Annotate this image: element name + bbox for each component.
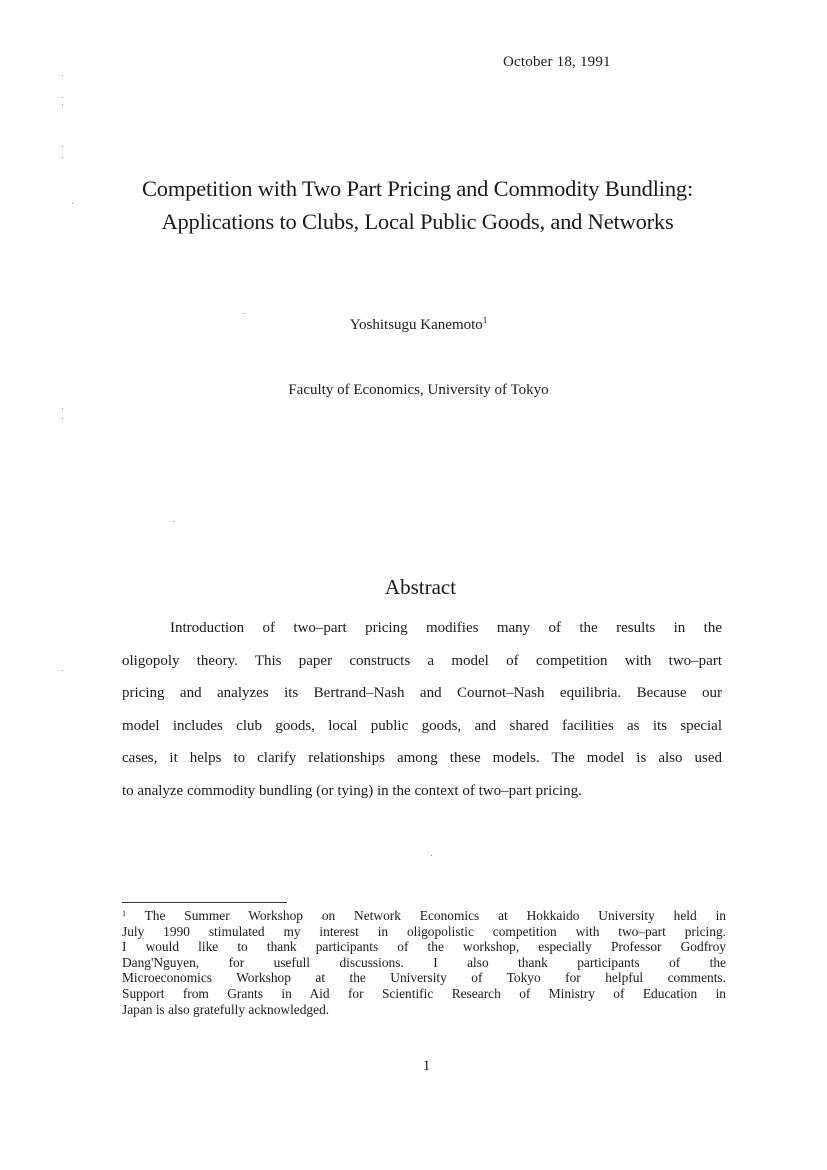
abstract-heading: Abstract	[384, 575, 457, 599]
author-name: Yoshitsugu Kanemoto	[349, 317, 483, 333]
abstract-body	[122, 612, 722, 807]
footnote-line: Dang'Nguyen, for usefull discussions. I also thank participants of the	[122, 954, 726, 970]
scan-speck	[62, 408, 63, 409]
page-number: 1	[422, 1058, 431, 1074]
abstract-line: pricing and analyzes its Bertrand–Nash and Cournot–Nash equilibria. Because our	[122, 685, 722, 701]
author	[0, 315, 827, 334]
scan-speck	[173, 521, 174, 522]
affiliation: Faculty of Economics, University of Tokyo	[288, 382, 549, 398]
footnote-line: $^1$ The Summer Workshop on Network Economics at Hokkaido University held in	[122, 908, 726, 923]
title-line-2: Applications to Clubs, Local Public Goods, and Networks	[161, 209, 674, 234]
scan-speck	[72, 203, 73, 204]
scan-speck	[62, 670, 63, 671]
abstract-line: cases, it helps to clarify relationships among these models. The model is also used	[122, 750, 722, 766]
footnote-line: Microeconomics Workshop at the University of Tokyo for helpful comments.	[122, 970, 726, 986]
scan-speck	[62, 104, 63, 105]
scan-speck	[243, 313, 244, 314]
footnote-mark: 1	[122, 909, 126, 918]
document-date: October 18, 1991	[503, 54, 611, 70]
title-line-1: Competition with Two Part Pricing and Commodity Bundling:	[142, 176, 693, 201]
abstract-line: to analyze commodity bundling (or tying) in the context of two–part pricing.	[122, 782, 582, 799]
scan-speck	[62, 75, 63, 76]
footnote-line: Japan is also gratefully acknowledged.	[122, 1001, 330, 1017]
footnote-rule	[122, 902, 287, 903]
paper-title	[60, 172, 775, 238]
author-footnote-mark: 1	[482, 315, 488, 325]
footnote-line: Support from Grants in Aid for Scientific Research of Ministry of Education in	[122, 985, 726, 1001]
footnote	[122, 906, 726, 1017]
scan-speck	[62, 146, 63, 147]
footnote-line: I would like to thank participants of the workshop, especially Professor Godfroy	[122, 939, 726, 955]
footnote-line: July 1990 stimulated my interest in oligopolistic competition with two–part pricing.	[122, 923, 726, 939]
scan-speck	[62, 97, 63, 98]
scan-speck	[431, 855, 432, 856]
scan-speck	[62, 418, 63, 419]
abstract-line: model includes club goods, local public goods, and shared facilities as its special	[122, 717, 722, 734]
scan-speck	[62, 157, 63, 158]
abstract-line: oligopoly theory. This paper constructs a model of competition with two–part	[122, 652, 722, 669]
abstract-line: Introduction of two–part pricing modifies many of the results in the	[170, 620, 722, 636]
